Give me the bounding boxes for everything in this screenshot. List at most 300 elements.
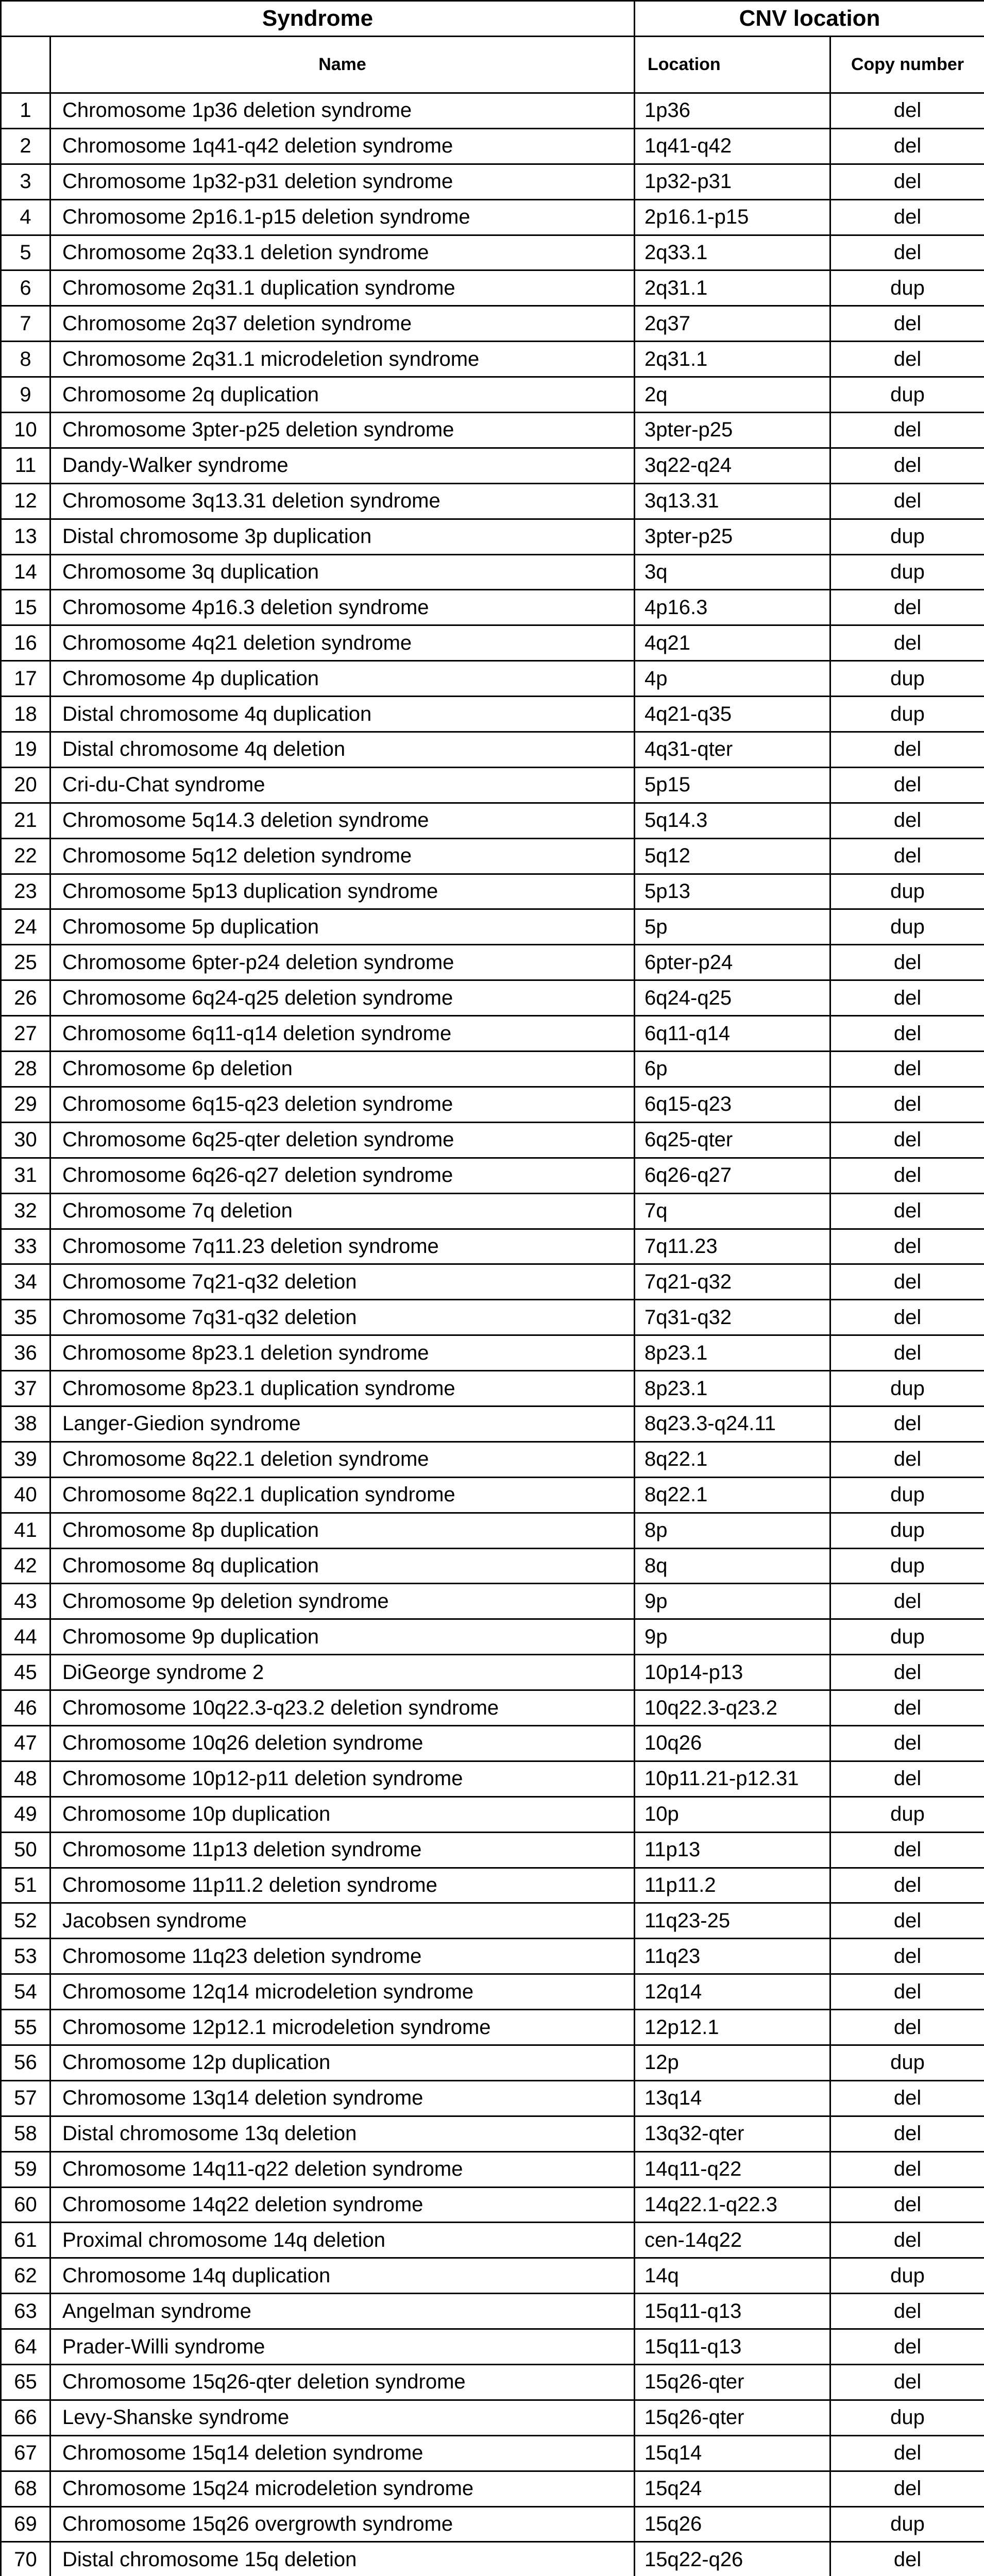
copy-number: dup <box>830 661 984 697</box>
syndrome-name: Chromosome 7q31-q32 deletion <box>50 1300 635 1335</box>
syndrome-name: Chromosome 12p duplication <box>50 2045 635 2080</box>
syndrome-name: Distal chromosome 4q duplication <box>50 697 635 732</box>
syndrome-name: Chromosome 3pter-p25 deletion syndrome <box>50 413 635 448</box>
copy-number: del <box>830 2116 984 2151</box>
row-number: 28 <box>1 1052 50 1087</box>
syndrome-name: Chromosome 5q14.3 deletion syndrome <box>50 803 635 838</box>
cnv-location: 6pter-p24 <box>635 945 830 980</box>
row-number: 1 <box>1 93 50 129</box>
syndrome-name: Dandy-Walker syndrome <box>50 448 635 483</box>
cnv-location: 7q <box>635 1193 830 1229</box>
cnv-location: 5p13 <box>635 874 830 909</box>
table-row <box>1 1371 984 1406</box>
table-row <box>1 377 984 413</box>
row-number: 31 <box>1 1158 50 1193</box>
copy-number: del <box>830 199 984 235</box>
row-number: 54 <box>1 1974 50 2010</box>
syndrome-name: Chromosome 4p duplication <box>50 661 635 697</box>
cnv-location: 7q21-q32 <box>635 1264 830 1300</box>
syndrome-name: Chromosome 2p16.1-p15 deletion syndrome <box>50 199 635 235</box>
table-row <box>1 1655 984 1690</box>
cnv-location: 3pter-p25 <box>635 519 830 554</box>
syndrome-name: Chromosome 14q11-q22 deletion syndrome <box>50 2151 635 2187</box>
syndrome-name: Chromosome 12q14 microdeletion syndrome <box>50 1974 635 2010</box>
row-number: 10 <box>1 413 50 448</box>
syndrome-name: Chromosome 15q24 microdeletion syndrome <box>50 2471 635 2506</box>
table-row <box>1 1016 984 1052</box>
table-row <box>1 1158 984 1193</box>
cnv-location: 4q21 <box>635 625 830 661</box>
copy-number: dup <box>830 1619 984 1655</box>
copy-number: dup <box>830 1477 984 1513</box>
copy-number: del <box>830 1016 984 1052</box>
syndrome-name: Distal chromosome 3p duplication <box>50 519 635 554</box>
cnv-location: 10p11.21-p12.31 <box>635 1761 830 1797</box>
group-header-cnv-location: CNV location <box>635 1 984 37</box>
cnv-location: 1p32-p31 <box>635 164 830 199</box>
table-row <box>1 1335 984 1371</box>
syndrome-name: Proximal chromosome 14q deletion <box>50 2223 635 2258</box>
cnv-location: 11q23-25 <box>635 1903 830 1939</box>
table-row <box>1 980 984 1016</box>
cnv-location: 10p <box>635 1797 830 1832</box>
syndrome-name: Chromosome 12p12.1 microdeletion syndrome <box>50 2010 635 2045</box>
cnv-location: 8p23.1 <box>635 1335 830 1371</box>
syndrome-name: Chromosome 6q25-qter deletion syndrome <box>50 1122 635 1158</box>
syndrome-name: Chromosome 2q31.1 microdeletion syndrome <box>50 342 635 377</box>
syndrome-name: Chromosome 5q12 deletion syndrome <box>50 838 635 874</box>
syndrome-name: Chromosome 15q26 overgrowth syndrome <box>50 2506 635 2542</box>
table-row <box>1 2151 984 2187</box>
row-number: 50 <box>1 1832 50 1868</box>
row-number: 7 <box>1 306 50 342</box>
row-number: 8 <box>1 342 50 377</box>
syndrome-name: Chromosome 15q14 deletion syndrome <box>50 2435 635 2471</box>
copy-number: del <box>830 483 984 519</box>
copy-number: del <box>830 2080 984 2116</box>
table-row <box>1 803 984 838</box>
cnv-location: 6q26-q27 <box>635 1158 830 1193</box>
cnv-location: 14q <box>635 2258 830 2294</box>
table-row <box>1 1406 984 1442</box>
table-row <box>1 590 984 625</box>
cnv-location: 13q32-qter <box>635 2116 830 2151</box>
table-row <box>1 661 984 697</box>
copy-number: dup <box>830 1548 984 1584</box>
syndrome-name: Distal chromosome 15q deletion <box>50 2542 635 2576</box>
row-number: 15 <box>1 590 50 625</box>
copy-number: del <box>830 1974 984 2010</box>
cnv-location: 7q31-q32 <box>635 1300 830 1335</box>
table-row <box>1 1548 984 1584</box>
copy-number: del <box>830 1264 984 1300</box>
cnv-location: 5p15 <box>635 767 830 803</box>
table-row <box>1 1300 984 1335</box>
group-header-row <box>1 1 984 37</box>
row-number: 26 <box>1 980 50 1016</box>
row-number: 6 <box>1 270 50 306</box>
copy-number: del <box>830 1725 984 1761</box>
table-row <box>1 1903 984 1939</box>
row-number: 51 <box>1 1868 50 1903</box>
syndrome-name: Chromosome 7q11.23 deletion syndrome <box>50 1229 635 1264</box>
copy-number: del <box>830 803 984 838</box>
syndrome-name: Chromosome 10q26 deletion syndrome <box>50 1725 635 1761</box>
row-number: 4 <box>1 199 50 235</box>
row-number: 14 <box>1 554 50 590</box>
copy-number: del <box>830 1690 984 1726</box>
table-row <box>1 2435 984 2471</box>
cnv-location: 8p <box>635 1513 830 1548</box>
table-row <box>1 874 984 909</box>
syndrome-name: Chromosome 15q26-qter deletion syndrome <box>50 2365 635 2400</box>
cnv-location: 11q23 <box>635 1939 830 1974</box>
syndrome-name: Chromosome 2q duplication <box>50 377 635 413</box>
row-number: 37 <box>1 1371 50 1406</box>
row-number: 24 <box>1 909 50 945</box>
syndrome-name: Chromosome 1p36 deletion syndrome <box>50 93 635 129</box>
copy-number: del <box>830 2329 984 2365</box>
table-row <box>1 1725 984 1761</box>
copy-number: dup <box>830 1371 984 1406</box>
syndrome-name: Chromosome 8p23.1 deletion syndrome <box>50 1335 635 1371</box>
copy-number: del <box>830 1122 984 1158</box>
syndrome-name: Chromosome 5p13 duplication syndrome <box>50 874 635 909</box>
syndrome-name: DiGeorge syndrome 2 <box>50 1655 635 1690</box>
table-row <box>1 2542 984 2576</box>
table-row <box>1 270 984 306</box>
table-row <box>1 2223 984 2258</box>
cnv-location: 2p16.1-p15 <box>635 199 830 235</box>
row-number: 49 <box>1 1797 50 1832</box>
copy-number: del <box>830 1832 984 1868</box>
table-row <box>1 1584 984 1619</box>
copy-number: del <box>830 1193 984 1229</box>
copy-number: del <box>830 1052 984 1087</box>
syndrome-name: Chromosome 13q14 deletion syndrome <box>50 2080 635 2116</box>
row-number: 58 <box>1 2116 50 2151</box>
table-row <box>1 1052 984 1087</box>
cnv-location: 10q26 <box>635 1725 830 1761</box>
copy-number: del <box>830 625 984 661</box>
syndrome-name: Distal chromosome 4q deletion <box>50 732 635 768</box>
row-number: 38 <box>1 1406 50 1442</box>
cnv-location: 1q41-q42 <box>635 128 830 164</box>
cnv-location: 13q14 <box>635 2080 830 2116</box>
row-number: 23 <box>1 874 50 909</box>
copy-number: dup <box>830 554 984 590</box>
row-number: 45 <box>1 1655 50 1690</box>
cnv-location: 9p <box>635 1584 830 1619</box>
table-row <box>1 199 984 235</box>
row-number: 20 <box>1 767 50 803</box>
row-number: 47 <box>1 1725 50 1761</box>
syndrome-name: Levy-Shanske syndrome <box>50 2400 635 2435</box>
table-row <box>1 1477 984 1513</box>
table-row <box>1 1974 984 2010</box>
copy-number: dup <box>830 519 984 554</box>
copy-number: dup <box>830 2506 984 2542</box>
row-number: 40 <box>1 1477 50 1513</box>
syndrome-name: Chromosome 11p11.2 deletion syndrome <box>50 1868 635 1903</box>
table-row <box>1 945 984 980</box>
copy-number: del <box>830 1868 984 1903</box>
syndrome-name: Chromosome 4q21 deletion syndrome <box>50 625 635 661</box>
cnv-location: 15q22-q26 <box>635 2542 830 2576</box>
syndrome-name: Chromosome 3q13.31 deletion syndrome <box>50 483 635 519</box>
table-row <box>1 448 984 483</box>
cnv-location: 6q11-q14 <box>635 1016 830 1052</box>
copy-number: dup <box>830 697 984 732</box>
table-row <box>1 909 984 945</box>
row-number: 53 <box>1 1939 50 1974</box>
cnv-location: 12p12.1 <box>635 2010 830 2045</box>
copy-number: del <box>830 2187 984 2223</box>
copy-number: del <box>830 413 984 448</box>
cnv-location: 5q12 <box>635 838 830 874</box>
row-number: 36 <box>1 1335 50 1371</box>
row-number: 66 <box>1 2400 50 2435</box>
syndrome-name: Chromosome 14q duplication <box>50 2258 635 2294</box>
cnv-location: 5p <box>635 909 830 945</box>
syndrome-name: Chromosome 7q21-q32 deletion <box>50 1264 635 1300</box>
copy-number: dup <box>830 1513 984 1548</box>
row-number: 33 <box>1 1229 50 1264</box>
group-header-syndrome: Syndrome <box>1 1 635 37</box>
row-number: 63 <box>1 2294 50 2329</box>
syndrome-name: Chromosome 10p12-p11 deletion syndrome <box>50 1761 635 1797</box>
copy-number: dup <box>830 1797 984 1832</box>
cnv-location: 12p <box>635 2045 830 2080</box>
cnv-location: 6q25-qter <box>635 1122 830 1158</box>
row-number: 18 <box>1 697 50 732</box>
syndrome-name: Chromosome 8p duplication <box>50 1513 635 1548</box>
table-row <box>1 732 984 768</box>
copy-number: del <box>830 1584 984 1619</box>
table-row <box>1 2258 984 2294</box>
copy-number: dup <box>830 874 984 909</box>
copy-number: del <box>830 1229 984 1264</box>
copy-number: del <box>830 1406 984 1442</box>
cnv-location: cen-14q22 <box>635 2223 830 2258</box>
syndrome-name: Chromosome 6q24-q25 deletion syndrome <box>50 980 635 1016</box>
table-row <box>1 838 984 874</box>
row-number: 70 <box>1 2542 50 2576</box>
cnv-location: 11p13 <box>635 1832 830 1868</box>
table-row <box>1 2400 984 2435</box>
syndrome-name: Chromosome 4p16.3 deletion syndrome <box>50 590 635 625</box>
cnv-location: 3q22-q24 <box>635 448 830 483</box>
row-number: 3 <box>1 164 50 199</box>
syndrome-name: Chromosome 2q37 deletion syndrome <box>50 306 635 342</box>
copy-number: del <box>830 838 984 874</box>
syndrome-name: Langer-Giedion syndrome <box>50 1406 635 1442</box>
table-row <box>1 2116 984 2151</box>
copy-number: dup <box>830 2045 984 2080</box>
table-row <box>1 1868 984 1903</box>
table-row <box>1 519 984 554</box>
copy-number: del <box>830 342 984 377</box>
row-number: 64 <box>1 2329 50 2365</box>
column-header-number <box>1 37 50 93</box>
row-number: 11 <box>1 448 50 483</box>
syndrome-name: Chromosome 1q41-q42 deletion syndrome <box>50 128 635 164</box>
syndrome-name: Chromosome 3q duplication <box>50 554 635 590</box>
cnv-location: 14q22.1-q22.3 <box>635 2187 830 2223</box>
cnv-location: 9p <box>635 1619 830 1655</box>
syndrome-name: Prader-Willi syndrome <box>50 2329 635 2365</box>
syndrome-name: Chromosome 6q26-q27 deletion syndrome <box>50 1158 635 1193</box>
copy-number: del <box>830 2223 984 2258</box>
row-number: 21 <box>1 803 50 838</box>
copy-number: del <box>830 2435 984 2471</box>
row-number: 22 <box>1 838 50 874</box>
table-row <box>1 164 984 199</box>
cnv-location: 3q <box>635 554 830 590</box>
row-number: 56 <box>1 2045 50 2080</box>
syndrome-name: Chromosome 6p deletion <box>50 1052 635 1087</box>
table-row <box>1 1797 984 1832</box>
syndrome-name: Chromosome 6pter-p24 deletion syndrome <box>50 945 635 980</box>
copy-number: del <box>830 306 984 342</box>
copy-number: del <box>830 1335 984 1371</box>
cnv-location: 8p23.1 <box>635 1371 830 1406</box>
copy-number: dup <box>830 909 984 945</box>
row-number: 17 <box>1 661 50 697</box>
row-number: 9 <box>1 377 50 413</box>
syndrome-name: Chromosome 14q22 deletion syndrome <box>50 2187 635 2223</box>
row-number: 69 <box>1 2506 50 2542</box>
syndrome-name: Chromosome 8q22.1 deletion syndrome <box>50 1442 635 1477</box>
cnv-location: 8q23.3-q24.11 <box>635 1406 830 1442</box>
table-row <box>1 1761 984 1797</box>
cnv-location: 4p <box>635 661 830 697</box>
copy-number: del <box>830 2294 984 2329</box>
row-number: 29 <box>1 1087 50 1122</box>
table-row <box>1 625 984 661</box>
syndrome-name: Chromosome 2q33.1 deletion syndrome <box>50 235 635 270</box>
cnv-location: 15q26-qter <box>635 2365 830 2400</box>
row-number: 62 <box>1 2258 50 2294</box>
cnv-location: 1p36 <box>635 93 830 129</box>
row-number: 13 <box>1 519 50 554</box>
row-number: 65 <box>1 2365 50 2400</box>
row-number: 30 <box>1 1122 50 1158</box>
copy-number: del <box>830 1939 984 1974</box>
row-number: 5 <box>1 235 50 270</box>
table-row <box>1 93 984 129</box>
table-row <box>1 1442 984 1477</box>
table-body <box>1 93 984 2576</box>
table-row <box>1 342 984 377</box>
syndrome-name: Chromosome 11q23 deletion syndrome <box>50 1939 635 1974</box>
table-row <box>1 1229 984 1264</box>
cnv-location: 2q37 <box>635 306 830 342</box>
cnv-location: 14q11-q22 <box>635 2151 830 2187</box>
row-number: 35 <box>1 1300 50 1335</box>
table-row <box>1 1619 984 1655</box>
cnv-location: 15q11-q13 <box>635 2329 830 2365</box>
cnv-location: 8q <box>635 1548 830 1584</box>
cnv-location: 12q14 <box>635 1974 830 2010</box>
cnv-location: 15q14 <box>635 2435 830 2471</box>
copy-number: del <box>830 767 984 803</box>
table-row <box>1 2365 984 2400</box>
row-number: 27 <box>1 1016 50 1052</box>
copy-number: del <box>830 980 984 1016</box>
row-number: 16 <box>1 625 50 661</box>
table-row <box>1 1122 984 1158</box>
copy-number: del <box>830 1442 984 1477</box>
cnv-location: 7q11.23 <box>635 1229 830 1264</box>
cnv-location: 6p <box>635 1052 830 1087</box>
row-number: 68 <box>1 2471 50 2506</box>
copy-number: del <box>830 164 984 199</box>
syndrome-name: Chromosome 10q22.3-q23.2 deletion syndrome <box>50 1690 635 1726</box>
row-number: 32 <box>1 1193 50 1229</box>
syndrome-name: Chromosome 7q deletion <box>50 1193 635 1229</box>
syndrome-name: Chromosome 11p13 deletion syndrome <box>50 1832 635 1868</box>
table-row <box>1 2045 984 2080</box>
syndrome-name: Chromosome 5p duplication <box>50 909 635 945</box>
column-header-name: Name <box>50 37 635 93</box>
table-row <box>1 1087 984 1122</box>
cnv-location: 10p14-p13 <box>635 1655 830 1690</box>
syndrome-name: Angelman syndrome <box>50 2294 635 2329</box>
copy-number: del <box>830 732 984 768</box>
table-row <box>1 128 984 164</box>
copy-number: del <box>830 128 984 164</box>
copy-number: del <box>830 2471 984 2506</box>
copy-number: del <box>830 2151 984 2187</box>
copy-number: del <box>830 1300 984 1335</box>
column-header-copy-number: Copy number <box>830 37 984 93</box>
syndrome-name: Chromosome 9p deletion syndrome <box>50 1584 635 1619</box>
cnv-location: 15q26 <box>635 2506 830 2542</box>
table-row <box>1 554 984 590</box>
table-row <box>1 2329 984 2365</box>
syndrome-name: Distal chromosome 13q deletion <box>50 2116 635 2151</box>
table-row <box>1 2506 984 2542</box>
cnv-location: 4q21-q35 <box>635 697 830 732</box>
table-row <box>1 2080 984 2116</box>
copy-number: del <box>830 93 984 129</box>
cnv-location: 2q33.1 <box>635 235 830 270</box>
table-row <box>1 767 984 803</box>
table-row <box>1 2471 984 2506</box>
cnv-location: 8q22.1 <box>635 1442 830 1477</box>
copy-number: del <box>830 235 984 270</box>
syndrome-name: Chromosome 9p duplication <box>50 1619 635 1655</box>
table-row <box>1 1264 984 1300</box>
table-row <box>1 1832 984 1868</box>
cnv-location: 4q31-qter <box>635 732 830 768</box>
cnv-location: 3pter-p25 <box>635 413 830 448</box>
row-number: 59 <box>1 2151 50 2187</box>
row-number: 41 <box>1 1513 50 1548</box>
column-header-row <box>1 37 984 93</box>
copy-number: del <box>830 590 984 625</box>
copy-number: del <box>830 2542 984 2576</box>
syndrome-name: Cri-du-Chat syndrome <box>50 767 635 803</box>
row-number: 52 <box>1 1903 50 1939</box>
cnv-location: 15q26-qter <box>635 2400 830 2435</box>
cnv-location: 3q13.31 <box>635 483 830 519</box>
cnv-location: 6q24-q25 <box>635 980 830 1016</box>
cnv-location: 15q11-q13 <box>635 2294 830 2329</box>
row-number: 44 <box>1 1619 50 1655</box>
cnv-location: 2q31.1 <box>635 342 830 377</box>
